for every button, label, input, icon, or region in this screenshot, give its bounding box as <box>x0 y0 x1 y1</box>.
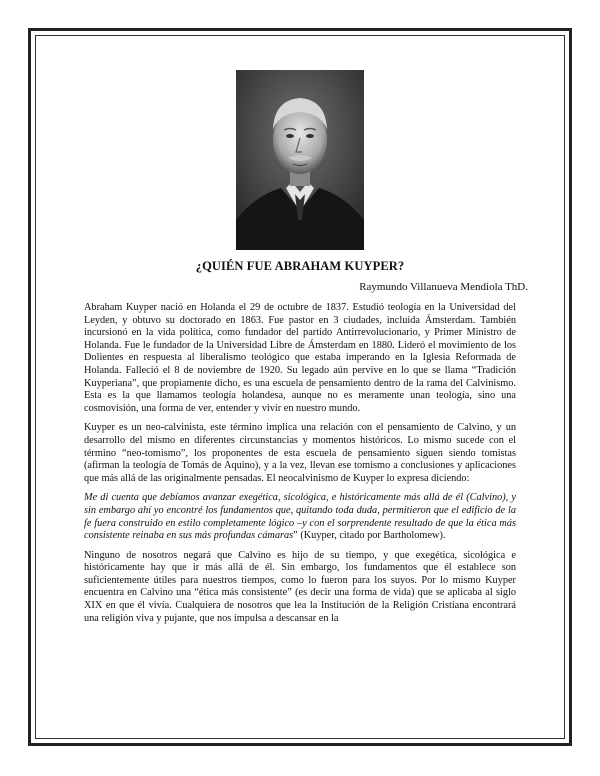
paragraph-calvin: Ninguno de nosotros negará que Calvino es hijo de su tiempo, y que exegética, sicológica e históricamente hay que ir más allá de él. Sin embargo, los fundamentos que él establece son suficientemente útiles para nuestros tiempos, como lo fueron para los suyos. Por lo mismo Kuyper encuentra en Calvino una “ética más consistente” (es decir una forma de vida) que se aplicaba al siglo XIX en que él vivía. Cualquiera de nosotros que lea la Institución de la Religión Cristiana encontrará una religión viva y pujante, que nos impulsa a descansar en la <box>84 549 516 624</box>
author-byline: Raymundo Villanueva Mendiola ThD. <box>359 281 528 293</box>
article-body <box>84 302 516 632</box>
quote-citation: ” (Kuyper, citado por Bartholomew). <box>293 530 446 542</box>
page-title: ¿QUIÉN FUE ABRAHAM KUYPER? <box>195 259 405 273</box>
portrait-illustration <box>236 70 364 250</box>
portrait-photo <box>236 70 364 250</box>
quote-text: Me di cuenta que debíamos avanzar exegética, sicológica, e históricamente más allá de él (Calvino), y sin embargo ahí yo encontré los fundamentos que, quitando toda duda, permitieron que el edificio de la fe fuera construido en estilo completamente lógico –y con el sorprendente resultado de que la ética más consistente reinaba en sus más profundas cámaras <box>84 492 516 542</box>
paragraph-biography: Abraham Kuyper nació en Holanda el 29 de octubre de 1837. Estudió teología en la Universidad del Leyden, y obtuvo su doctorado en 1863. Fue pastor en 3 ciudades, incluida Ámsterdam. También incursionó en la vida política, como fundador del partido Antirrevolucionario, y Primer Ministro de Holanda. Fue le fundador de la Universidad Libre de Ámsterdam en 1880. Lideró el movimiento de los Dolientes en respuesta al liberalismo teológico que estaba imperando en la Iglesia Reformada de Holanda. Falleció el 8 de noviembre de 1920. Su legado aún pervive en lo que se llama “Tradición Kuyperiana”, que propiamente dicho, es una escuela de pensamiento dentro de la rama del Calvinismo. Esta es la que llamamos teología holandesa, aunque no es meramente unan teología, sino una cosmovisión, una forma de ver, entender y vivir en nuestro mundo. <box>84 302 516 414</box>
kuyper-quote <box>84 492 516 542</box>
paragraph-neocalvinism: Kuyper es un neo-calvinista, este término implica una relación con el pensamiento de Calvino, y un desarrollo del mismo en diferentes circunstancias y momentos históricos. Lo mismo sucede con el término “neo-tomismo”, los proponentes de esta escuela de pensamiento siguen siendo tomistas (afirman la teología de Tomás de Aquino), y a la vez, llevan ese tomismo a conclusiones y aplicaciones que más allá de las originalmente pensadas. El neocalvinismo de Kuyper lo expresa diciendo: <box>84 422 516 484</box>
